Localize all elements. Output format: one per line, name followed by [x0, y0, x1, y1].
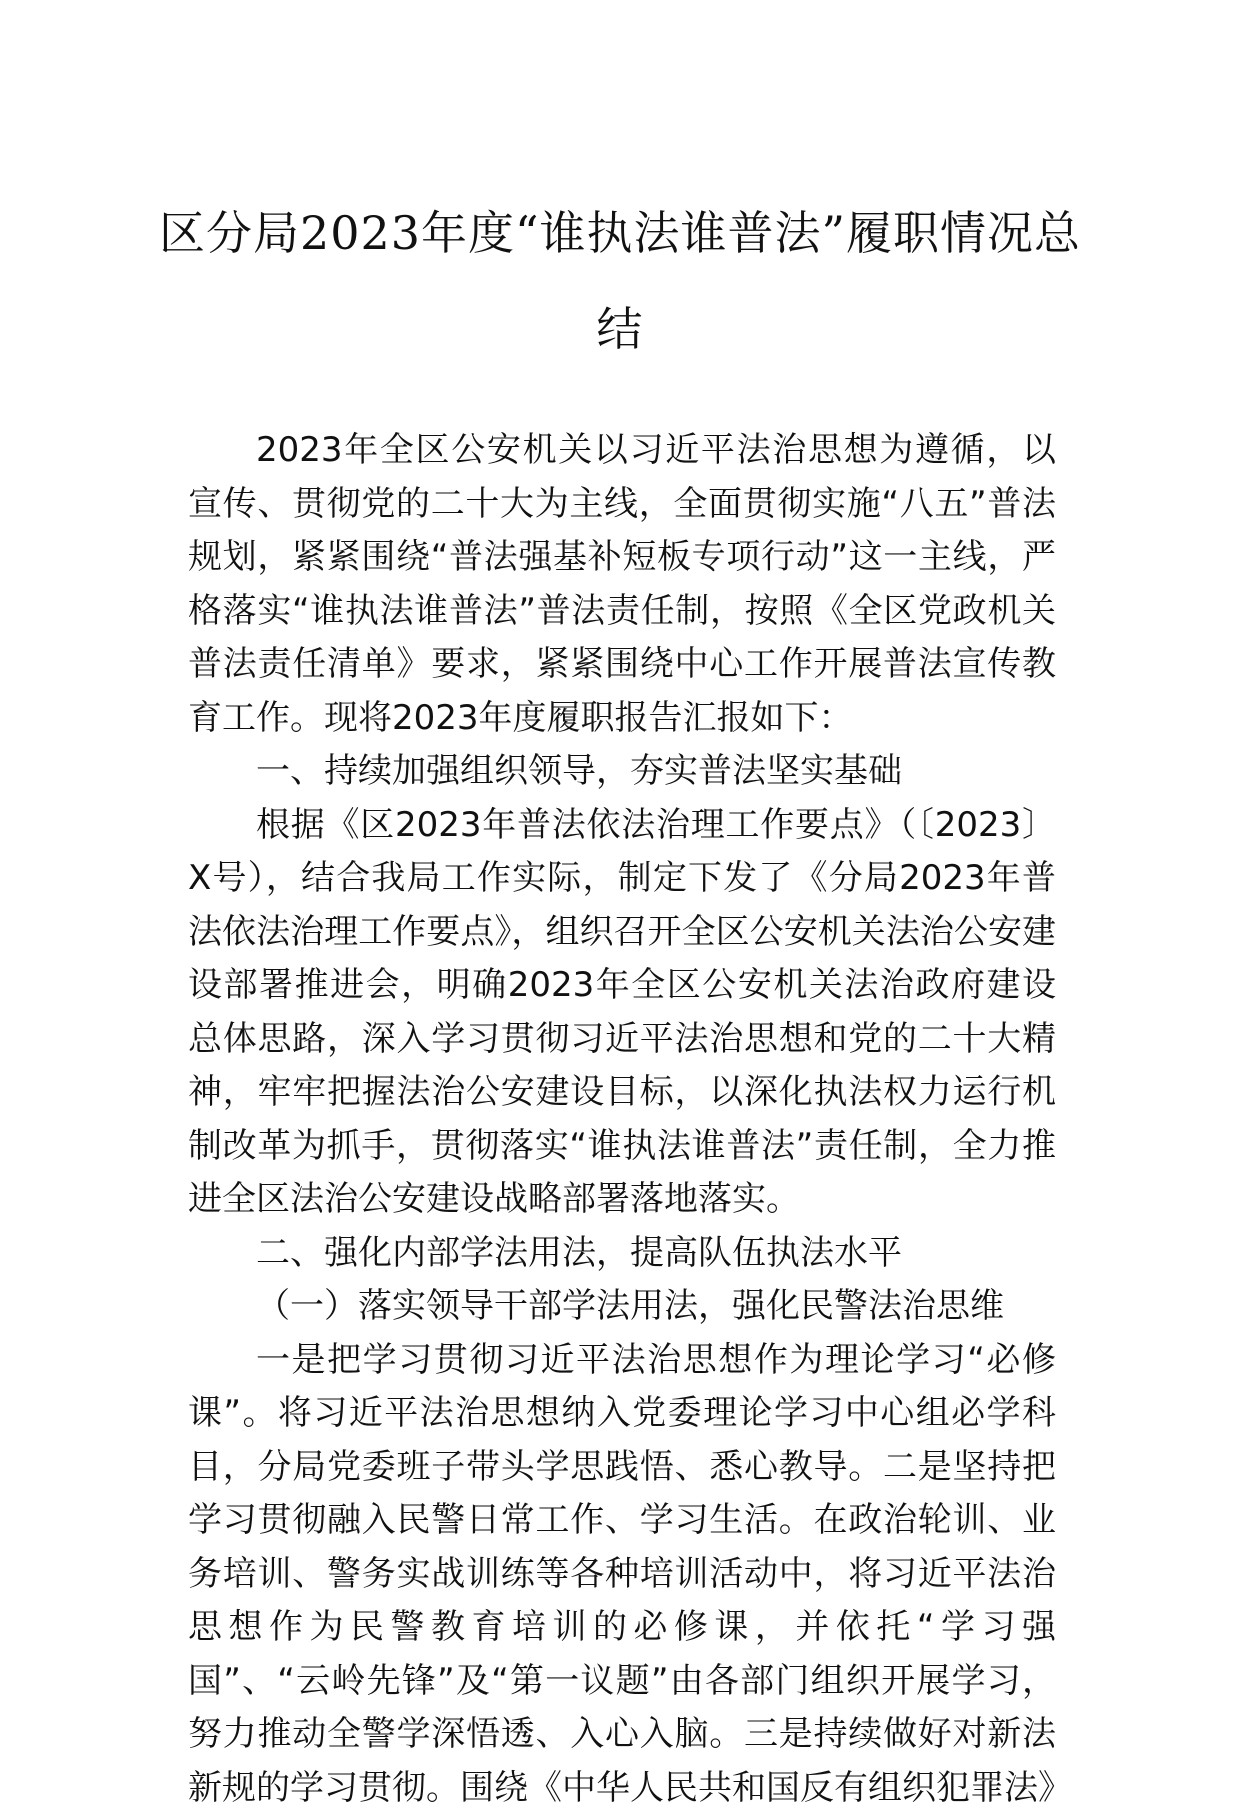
document-body: [188, 424, 1056, 1815]
paragraph-subsection-2-1: 一是把学习贯彻习近平法治思想作为理论学习“必修课”。将习近平法治思想纳入党委理论学习中心组必学科目，分局党委班子带头学思践悟、悉心教导。二是坚持把学习贯彻融入民警日常工作、学习生活。在政治轮训、业务培训、警务实战训练等各种培训活动中，将习近平法治思想作为民警教育培训的必修课，并依托“学习强国”、“云岭先锋”及“第一议题”由各部门组织开展学习，努力推动全警学深悟透、入心入脑。三是持续做好对新法新规的学习贯彻。围绕《中华人民共和国反有组织犯罪法》: [188, 1334, 1056, 1815]
document-title: 区分局2023年度“谁执法谁普法”履职情况总结: [150, 185, 1090, 377]
section-heading-1: 一、持续加强组织领导，夯实普法坚实基础: [188, 745, 1056, 799]
paragraph-section-1: 根据《区2023年普法依法治理工作要点》（〔2023〕X号），结合我局工作实际，制定下发了《分局2023年普法依法治理工作要点》，组织召开全区公安机关法治公安建设部署推进会，明确2023年全区公安机关法治政府建设总体思路，深入学习贯彻习近平法治思想和党的二十大精神，牢牢把握法治公安建设目标，以深化执法权力运行机制改革为抓手，贯彻落实“谁执法谁普法”责任制，全力推进全区法治公安建设战略部署落地落实。: [188, 799, 1056, 1227]
section-heading-2: 二、强化内部学法用法，提高队伍执法水平: [188, 1227, 1056, 1281]
paragraph-intro: 2023年全区公安机关以习近平法治思想为遵循，以宣传、贯彻党的二十大为主线，全面贯彻实施“八五”普法规划，紧紧围绕“普法强基补短板专项行动”这一主线，严格落实“谁执法谁普法”普法责任制，按照《全区党政机关普法责任清单》要求，紧紧围绕中心工作开展普法宣传教育工作。现将2023年度履职报告汇报如下：: [188, 424, 1056, 745]
subsection-heading-2-1: （一）落实领导干部学法用法，强化民警法治思维: [188, 1280, 1056, 1334]
